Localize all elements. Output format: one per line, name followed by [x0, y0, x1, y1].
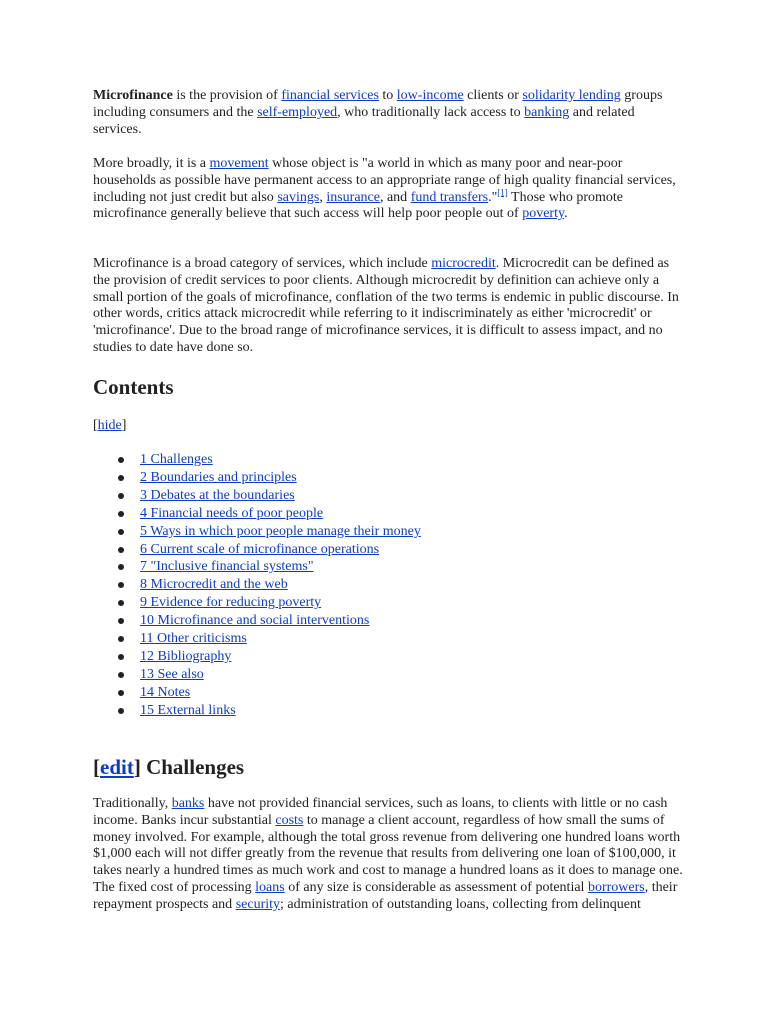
text: ,	[319, 189, 327, 205]
bullet-icon	[118, 457, 124, 463]
text: clients or	[463, 88, 523, 103]
text: Those who promote microfinance generally believe that such access will help poor people out of	[93, 189, 624, 222]
toc-item	[118, 684, 421, 702]
toc-item	[118, 469, 421, 487]
toc-link[interactable]: 1 Challenges	[140, 452, 213, 467]
toc-item	[118, 505, 421, 523]
toc-link[interactable]: 8 Microcredit and the web	[140, 577, 288, 593]
link-solidarity-lending[interactable]: solidarity lending	[522, 88, 621, 103]
toc-item	[118, 541, 421, 559]
link-microcredit[interactable]: microcredit	[431, 256, 496, 271]
text: have not provided financial services, such as loans, to clients with little or no cash income. Banks incur substantial	[93, 796, 668, 828]
toc-item	[118, 648, 421, 666]
contents-title: Contents	[93, 375, 174, 399]
challenges-heading	[93, 754, 683, 780]
toc-link[interactable]: 14 Notes	[140, 684, 191, 700]
toc-item	[118, 630, 421, 648]
toc-item	[118, 487, 421, 505]
link-borrowers[interactable]: borrowers	[587, 879, 645, 895]
bullet-icon	[118, 582, 124, 588]
toc-list	[118, 451, 421, 720]
text: More broadly, it is a	[93, 156, 210, 171]
link-insurance[interactable]: insurance	[326, 189, 380, 205]
toc-link[interactable]: 3 Debates at the boundaries	[140, 487, 295, 503]
bullet-icon	[118, 600, 124, 606]
text: , who traditionally lack access to	[337, 104, 525, 120]
link-low-income[interactable]: low-income	[396, 88, 464, 103]
edit-section-link[interactable]: edit	[100, 755, 134, 779]
category-paragraph	[93, 256, 683, 357]
bullet-icon	[118, 511, 124, 517]
toc-item	[118, 558, 421, 576]
bullet-icon	[118, 708, 124, 714]
broadly-paragraph	[93, 156, 683, 223]
reference-link[interactable]: [1]	[497, 186, 508, 197]
text: is the provision of	[172, 88, 282, 103]
text: ; administration of outstanding loans, collecting from delinquent	[280, 896, 641, 912]
toc-link[interactable]: 11 Other criticisms	[140, 631, 247, 647]
text: ."	[488, 189, 498, 205]
link-security[interactable]: security	[235, 896, 281, 912]
toc-link[interactable]: 5 Ways in which poor people manage their money	[140, 523, 421, 539]
bullet-icon	[118, 547, 124, 553]
text: , and	[379, 189, 411, 205]
toc-link[interactable]: 4 Financial needs of poor people	[140, 505, 324, 521]
bracket: ]	[133, 755, 147, 779]
link-financial-services[interactable]: financial services	[281, 88, 379, 103]
link-costs[interactable]: costs	[275, 812, 304, 828]
text: Microfinance is a broad category of services, which include	[93, 256, 432, 271]
link-savings[interactable]: savings	[277, 189, 320, 205]
toc-link[interactable]: 10 Microfinance and social interventions	[140, 613, 370, 629]
challenges-paragraph	[93, 796, 683, 914]
toc-item	[118, 612, 421, 630]
intro-paragraph	[93, 88, 683, 138]
toc-item	[118, 451, 421, 469]
toc-toggle	[93, 417, 683, 434]
section-title: Challenges	[146, 755, 245, 779]
bracket: [	[93, 755, 100, 779]
link-fund-transfers[interactable]: fund transfers	[410, 189, 489, 205]
bullet-icon	[118, 475, 124, 481]
link-poverty[interactable]: poverty	[522, 206, 565, 222]
bracket: [	[93, 418, 98, 433]
bullet-icon	[118, 564, 124, 570]
text: whose object is "a world in which as many poor and near-poor households as possible have permanent access to an appropriate range of high quality financial services, including not just credit but also	[93, 156, 676, 205]
bullet-icon	[118, 493, 124, 499]
toc-item	[118, 594, 421, 612]
bullet-icon	[118, 690, 124, 696]
link-loans[interactable]: loans	[255, 879, 285, 895]
toc-link[interactable]: 13 See also	[140, 666, 204, 682]
toc-item	[118, 666, 421, 684]
text: to manage a client account, regardless of how small the sums of money involved. For example, although the total gross revenue from delivering one hundred loans worth $1,000 each will not differ greatly from the revenue that results from delivering one loan of $100,000, it takes nearly a hundred times as much work and cost to manage a hundred loans as it does to manage one. The fixed cost of processing	[93, 812, 683, 895]
text: to	[378, 88, 397, 103]
text: of any size is considerable as assessment of potential	[284, 879, 588, 895]
text: Traditionally,	[93, 796, 172, 811]
toc-item	[118, 576, 421, 594]
toc-item	[118, 523, 421, 541]
toc-item	[118, 702, 421, 720]
text: groups including consumers and the	[93, 88, 663, 120]
bullet-icon	[118, 672, 124, 678]
bracket: ]	[121, 418, 127, 433]
bullet-icon	[118, 636, 124, 642]
toc-link[interactable]: 9 Evidence for reducing poverty	[140, 595, 322, 611]
toc-link[interactable]: 12 Bibliography	[140, 648, 232, 664]
link-banks[interactable]: banks	[171, 796, 205, 811]
toc-link[interactable]: 6 Current scale of microfinance operations	[140, 541, 380, 557]
term-microfinance: Microfinance	[93, 88, 173, 103]
text: .	[564, 206, 568, 222]
bullet-icon	[118, 654, 124, 660]
toc-link[interactable]: 2 Boundaries and principles	[140, 469, 297, 485]
link-movement[interactable]: movement	[209, 156, 269, 171]
hide-toc-link[interactable]: hide	[97, 418, 122, 433]
text: and related services.	[93, 104, 635, 137]
link-banking[interactable]: banking	[524, 104, 570, 120]
toc-link[interactable]: 15 External links	[140, 702, 236, 718]
bullet-icon	[118, 529, 124, 535]
text: , their repayment prospects and	[93, 879, 678, 912]
bullet-icon	[118, 618, 124, 624]
toc-link[interactable]: 7 "Inclusive financial systems"	[140, 559, 314, 575]
link-self-employed[interactable]: self-employed	[257, 104, 338, 120]
text: . Microcredit can be defined as the provision of credit services to poor clients. Although microcredit by definition can achieve only a small portion of the goals of microfinance, conflation of the two terms is endemic in public discourse. In other words, critics attack microcredit while referring to it indiscriminately as either 'microcredit' or 'microfinance'. Due to the broad range of microfinance services, it is difficult to assess impact, and no studies to date have done so.	[93, 256, 679, 355]
